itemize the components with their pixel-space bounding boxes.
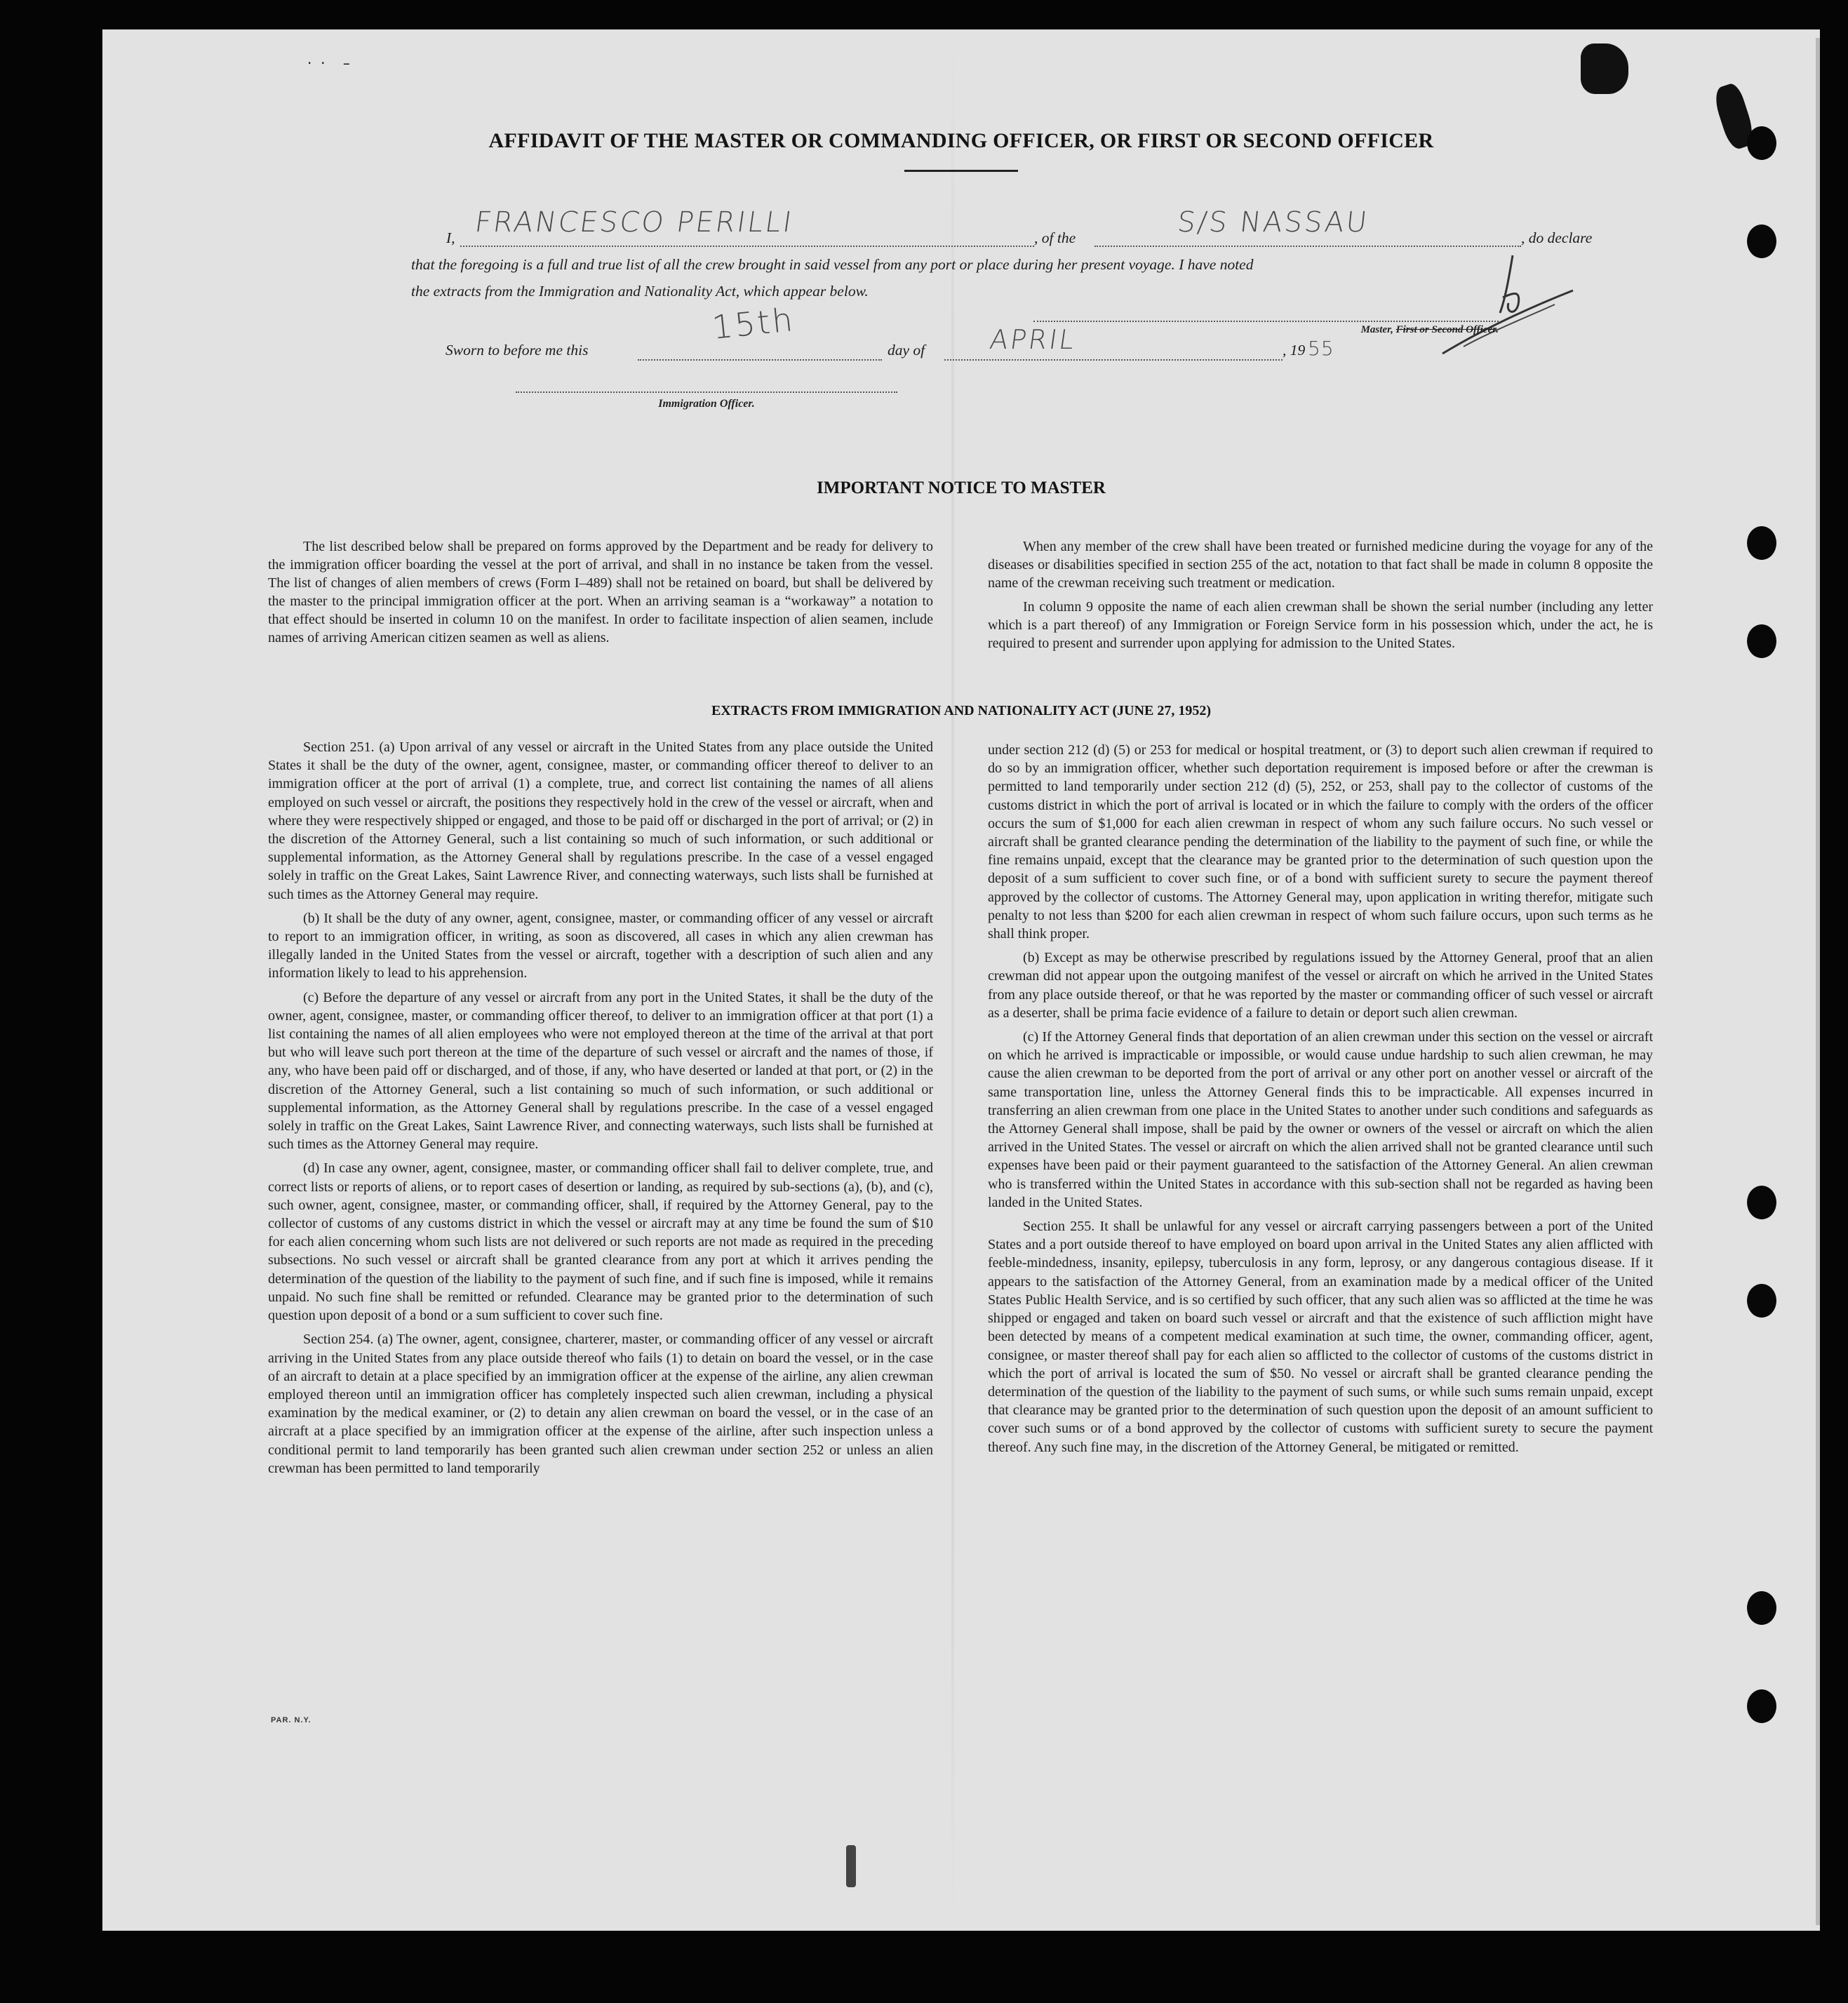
notice-right-column	[988, 538, 1653, 652]
extracts-right-column	[988, 741, 1653, 1456]
punch-hole-icon	[1747, 1689, 1776, 1723]
ink-blot	[1581, 43, 1628, 94]
vessel-fill-line	[1094, 246, 1521, 247]
immigration-officer-line	[516, 391, 897, 393]
day-fill-line	[638, 359, 882, 361]
day-handwritten: 15th	[710, 300, 797, 347]
do-declare-label: , do declare	[1521, 229, 1593, 246]
printer-mark: PAR. N.Y.	[271, 1716, 312, 1724]
section-254-a: Section 254. (a) The owner, agent, consignee, charterer, master, or commanding officer of any vessel or aircraft arriving in the United States from any place outside thereof who fails (1) to detain on board the vessel, or in the case of an aircraft to detain at a place specified by an immigration officer at the expense of the airline, any alien crewman employed thereon until an immigration officer has completely inspected such alien crewman, including a physical examination by the medical examiner, or (2) to detain any alien crewman on board the vessel, or in the case of an aircraft at a place specified by an immigration officer at the expense of the airline, after such inspection unless a conditional permit to land temporarily has been granted such alien crewman under section 252 or unless an alien crewman has been permitted to land temporarily	[268, 1332, 933, 1476]
extracts-left-column	[268, 738, 933, 1478]
month-handwritten: APRIL	[988, 324, 1078, 355]
punch-hole-icon	[1747, 624, 1776, 658]
master-caption-end: .	[1496, 324, 1499, 335]
affidavit-line-2: that the foregoing is a full and true list of all the crew brought in said vessel from any port or place during her present voyage. I have noted	[411, 256, 1254, 273]
notice-right-paragraph-1: When any member of the crew shall have been treated or furnished medicine during the voyage for any of the diseases or disabilities specified in section 255 of the act, notation to that fact shall be made in column 8 opposite the name of the crewman receiving such treatment or medication.	[988, 539, 1653, 591]
i-label: I,	[446, 229, 455, 246]
year-handwritten: 55	[1308, 337, 1334, 360]
of-the-label: , of the	[1034, 229, 1076, 246]
day-of-label: day of	[888, 342, 925, 359]
title-rule	[904, 170, 1018, 172]
punch-hole-icon	[1747, 1591, 1776, 1625]
notice-right-paragraph-2: In column 9 opposite the name of each alien crewman shall be shown the serial number (including any letter which is a part thereof) of any Immigration or Foreign Service form in his possession which, under the act, he is required to present and surrender upon applying for admission to the United States.	[988, 598, 1653, 651]
master-caption	[1288, 324, 1499, 336]
punch-hole-icon	[1747, 526, 1776, 560]
paper-specks: · · –	[307, 55, 350, 72]
signature-mark-icon	[1435, 248, 1576, 361]
section-255: Section 255. It shall be unlawful for any vessel or aircraft carrying passengers between a port of the United States and a port outside thereof to have employed on board upon arrival in the United States any alien afflicted with feeble-mindedness, insanity, epilepsy, tuberculosis in any form, leprosy, or any dangerous contagious disease. If it appears to the satisfaction of the Attorney General, from an examination made by a medical officer of the United States Public Health Service, and is so certified by such officer, that any such alien was so afflicted at the time he was shipped or engaged and taken on board such vessel or aircraft and that the existence of such affliction might have been detected by means of a competent medical examination at such time, the owner, commanding officer, agent, consignee, or master thereof shall pay for each alien so afflicted to the collector of customs of the customs district in which the port of arrival is located the sum of $50. No vessel or aircraft shall be granted clearance pending the determination of the question of the liability to the payment of such sums, or while such sums remain unpaid, except that clearance may be granted prior to the determination of such question upon the deposit of an amount sufficient to cover such sums or of a bond approved by the collector of customs with sufficient surety to secure the payment thereof. Any such fine may, in the discretion of the Attorney General, be mitigated or remitted.	[988, 1219, 1653, 1455]
section-254-a-cont: under section 212 (d) (5) or 253 for medical or hospital treatment, or (3) to deport such alien crewman if required to do so by an immigration officer, whether such deportation requirement is imposed before or after the crewman is permitted to land temporarily under section 212 (d) (5), 252, or 253, shall pay to the collector of customs of the customs district in which the port of arrival is located or in which the failure to comply with the orders of the officer occurs the sum of $1,000 for each alien crewman in respect of whom any such failure occurs. No such vessel or aircraft shall be granted clearance pending the determination of the liability to the payment of such fine, or while the fine remains unpaid, except that the clearance may be granted prior to the determination of such question upon the deposit of a sum sufficient to cover such fine, or of a bond with sufficient surety to secure the payment thereof approved by the collector of customs. The Attorney General may, upon application in writing therefor, mitigate such penalty to not less than $200 for each alien crewman in respect of whom such failure occurs, upon such terms as he shall think proper.	[988, 742, 1653, 942]
section-251-d: (d) In case any owner, agent, consignee, master, or commanding officer shall fail to deliver complete, true, and correct lists or reports of aliens, or to report cases of desertion or landing, as required by sub-sections (a), (b), and (c), such owner, agent, consignee, master, or commanding officer, shall, if required by the Attorney General, pay to the collector of customs of any customs district in which the vessel or aircraft may at any time be found the sum of $10 for each alien concerning whom such lists are not delivered or such reports are not made as required in the preceding subsections. No such vessel or aircraft shall be granted clearance from any port at which it arrives pending the determination of the question of the liability to the payment of such fine, and if such fine is imposed, while it remains unpaid. No such fine shall be remitted or refunded. Clearance may be granted prior to the determination of such question upon deposit of a bond or a sum sufficient to cover such fine.	[268, 1160, 933, 1324]
signature-line	[1033, 321, 1499, 322]
notice-left-column	[268, 538, 933, 647]
punch-hole-icon	[1747, 1284, 1776, 1318]
section-251-a: Section 251. (a) Upon arrival of any vessel or aircraft in the United States from any place outside the United States it shall be the duty of the owner, agent, consignee, master, or commanding officer thereof to deliver to an immigration officer at the port of arrival (1) a complete, true, and correct list containing the names of all aliens employed on such vessel or aircraft, the positions they respectively hold in the crew of the vessel or aircraft, when and where they were respectively shipped or engaged, and those to be paid off or discharged in the port of arrival; or (2) in the discretion of the Attorney General, such a list containing so much of such information, or such additional or supplemental information, as the Attorney General shall by regulations prescribe. In the case of a vessel engaged solely in traffic on the Great Lakes, Saint Lawrence River, and connecting waterways, such lists shall be furnished at such times as the Attorney General may require.	[268, 739, 933, 902]
affidavit-line-3: the extracts from the Immigration and Nationality Act, which appear below.	[411, 283, 869, 300]
name-fill-line	[460, 246, 1034, 247]
notice-left-paragraph: The list described below shall be prepared on forms approved by the Department and be ready for delivery to the immigration officer boarding the vessel at the port of arrival, and shall in no instance be taken from the vessel. The list of changes of alien members of crews (Form I–489) shall not be retained on board, but shall be delivered by the master to the principal immigration officer at the port. When an arriving seaman is a “workaway” a notation to that effect should be inserted in column 10 on the manifest. In order to facilitate inspection of alien seamen, include names of arriving American citizen seamen as well as aliens.	[268, 539, 933, 645]
notice-heading: IMPORTANT NOTICE TO MASTER	[817, 478, 1106, 497]
master-caption-a: Master,	[1360, 324, 1396, 335]
page-fold	[951, 29, 954, 1931]
vessel-handwritten: S/S NASSAU	[1176, 206, 1371, 239]
page-edge	[1816, 38, 1820, 1925]
punch-hole-icon	[1747, 1186, 1776, 1219]
immigration-officer-caption: Immigration Officer.	[658, 398, 755, 410]
extracts-heading: EXTRACTS FROM IMMIGRATION AND NATIONALITY ACT (JUNE 27, 1952)	[711, 703, 1212, 718]
sworn-label: Sworn to before me this	[446, 342, 589, 359]
affidavit-title: AFFIDAVIT OF THE MASTER OR COMMANDING OFFICER, OR FIRST OR SECOND OFFICER	[488, 129, 1434, 152]
section-251-b: (b) It shall be the duty of any owner, agent, consignee, master, or commanding officer of any vessel or aircraft to report to an immigration officer, in writing, as soon as discovered, all cases in which any alien crewman has illegally landed in the United States from the vessel or aircraft, together with a description of such alien and any information likely to lead to his apprehension.	[268, 910, 933, 982]
year-prefix: , 19	[1283, 342, 1306, 359]
month-fill-line	[944, 359, 1283, 361]
punch-hole-icon	[1747, 225, 1776, 258]
section-254-b: (b) Except as may be otherwise prescribed by regulations issued by the Attorney General, proof that an alien crewman did not appear upon the outgoing manifest of the vessel or aircraft on which he arrived in the United States from any place outside thereof, or that he was reported by the master or commanding officer of such vessel or aircraft as a deserter, shall be prima facie evidence of a failure to detain or deport such alien crewman.	[988, 950, 1653, 1021]
struck-officer-text: First or Second Officer	[1395, 324, 1497, 335]
section-251-c: (c) Before the departure of any vessel or aircraft from any port in the United States, it shall be the duty of the owner, agent, consignee, master, or commanding officer thereof, to deliver to an immigration officer at that port (1) a list containing the names of all alien employees who were not employed thereon at the time of the arrival at that port but who will leave such port thereon at the time of the departure of such vessel or aircraft and the names of those, if any, who have been paid off or discharged, and of those, if any, who have deserted or landed at that port, or (2) in the discretion of the Attorney General, such a list containing so much of such information, or such additional or supplemental information, as the Attorney General shall by regulations prescribe. In the case of a vessel engaged solely in traffic on the Great Lakes, Saint Lawrence River, and connecting waterways, such lists shall be furnished at such times as the Attorney General may require.	[268, 989, 933, 1153]
document-page	[102, 29, 1820, 1931]
name-handwritten: FRANCESCO PERILLI	[473, 206, 796, 239]
section-254-c: (c) If the Attorney General finds that deportation of an alien crewman under this section on the vessel or aircraft on which he arrived is impracticable or impossible, or would cause undue hardship to such alien crewman, he may cause the alien crewman to be deported from the port of arrival or any other port on another vessel or aircraft of the same transportation line, unless the Attorney General finds this to be impracticable. All expenses incurred in transferring an alien crewman from one place in the United States to another under such conditions and safeguards as the Attorney General shall impose, shall be paid by the owner or owners of the vessel or aircraft on which the alien arrived in the United States. The vessel or aircraft on which the alien arrived shall not be granted clearance until such expenses have been paid or their payment guaranteed to the satisfaction of the Attorney General. An alien crewman who is transferred within the United States in accordance with this sub-section shall not be regarded as having been landed in the United States.	[988, 1029, 1653, 1210]
staple-mark	[846, 1845, 856, 1887]
